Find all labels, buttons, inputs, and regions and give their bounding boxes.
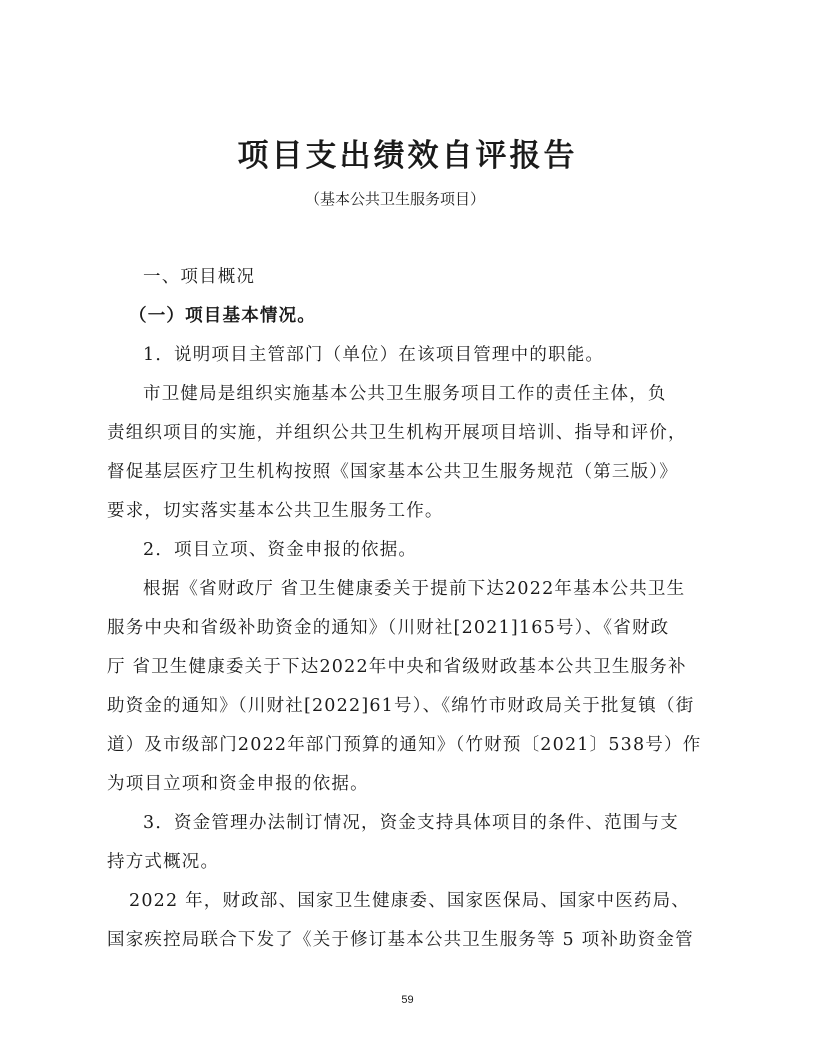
paragraph-line: 2022 年，财政部、国家卫生健康委、国家医保局、国家中医药局、 (129, 891, 690, 911)
paragraph-line: 服务中央和省级补助资金的通知》（川财社[2021]165号）、《省财政 (107, 618, 670, 638)
paragraph-line: 持方式概况。 (107, 852, 220, 872)
report-title: 项目支出绩效自评报告 (237, 138, 578, 174)
paragraph-line: 督促基层医疗卫生机构按照《国家基本公共卫生服务规范（第三版）》 (107, 462, 678, 482)
subsection-heading-basic: （一）项目基本情况。 (129, 306, 316, 326)
section-heading-overview: 一、项目概况 (143, 267, 256, 287)
paragraph-line: 责组织项目的实施，并组织公共卫生机构开展项目培训、指导和评价， (107, 423, 687, 443)
paragraph-line: 厅 省卫生健康委关于下达2022年中央和省级财政基本公共卫生服务补 (107, 657, 687, 677)
item-heading-3: 3．资金管理办法制订情况，资金支持具体项目的条件、范围与支 (143, 813, 679, 833)
paragraph-line: 根据《省财政厅 省卫生健康委关于提前下达2022年基本公共卫生 (143, 579, 686, 599)
paragraph-line: 助资金的通知》（川财社[2022]61号）、《绵竹市财政局关于批复镇（街 (107, 696, 695, 716)
paragraph-line: 道）及市级部门2022年部门预算的通知》（竹财预〔2021〕538号）作 (107, 735, 702, 755)
item-heading-1: 1．说明项目主管部门（单位）在该项目管理中的职能。 (143, 345, 605, 365)
paragraph-line: 国家疾控局联合下发了《关于修订基本公共卫生服务等 5 项补助资金管 (107, 930, 694, 950)
report-subtitle: （基本公共卫生服务项目） (304, 190, 485, 208)
item-heading-2: 2．项目立项、资金申报的依据。 (143, 540, 418, 560)
paragraph-line: 为项目立项和资金申报的依据。 (107, 774, 369, 794)
paragraph-line: 市卫健局是组织实施基本公共卫生服务项目工作的责任主体，负 (143, 384, 667, 404)
report-body (107, 258, 702, 960)
page-number: 59 (401, 994, 414, 1006)
paragraph-line: 要求，切实落实基本公共卫生服务工作。 (107, 501, 444, 521)
